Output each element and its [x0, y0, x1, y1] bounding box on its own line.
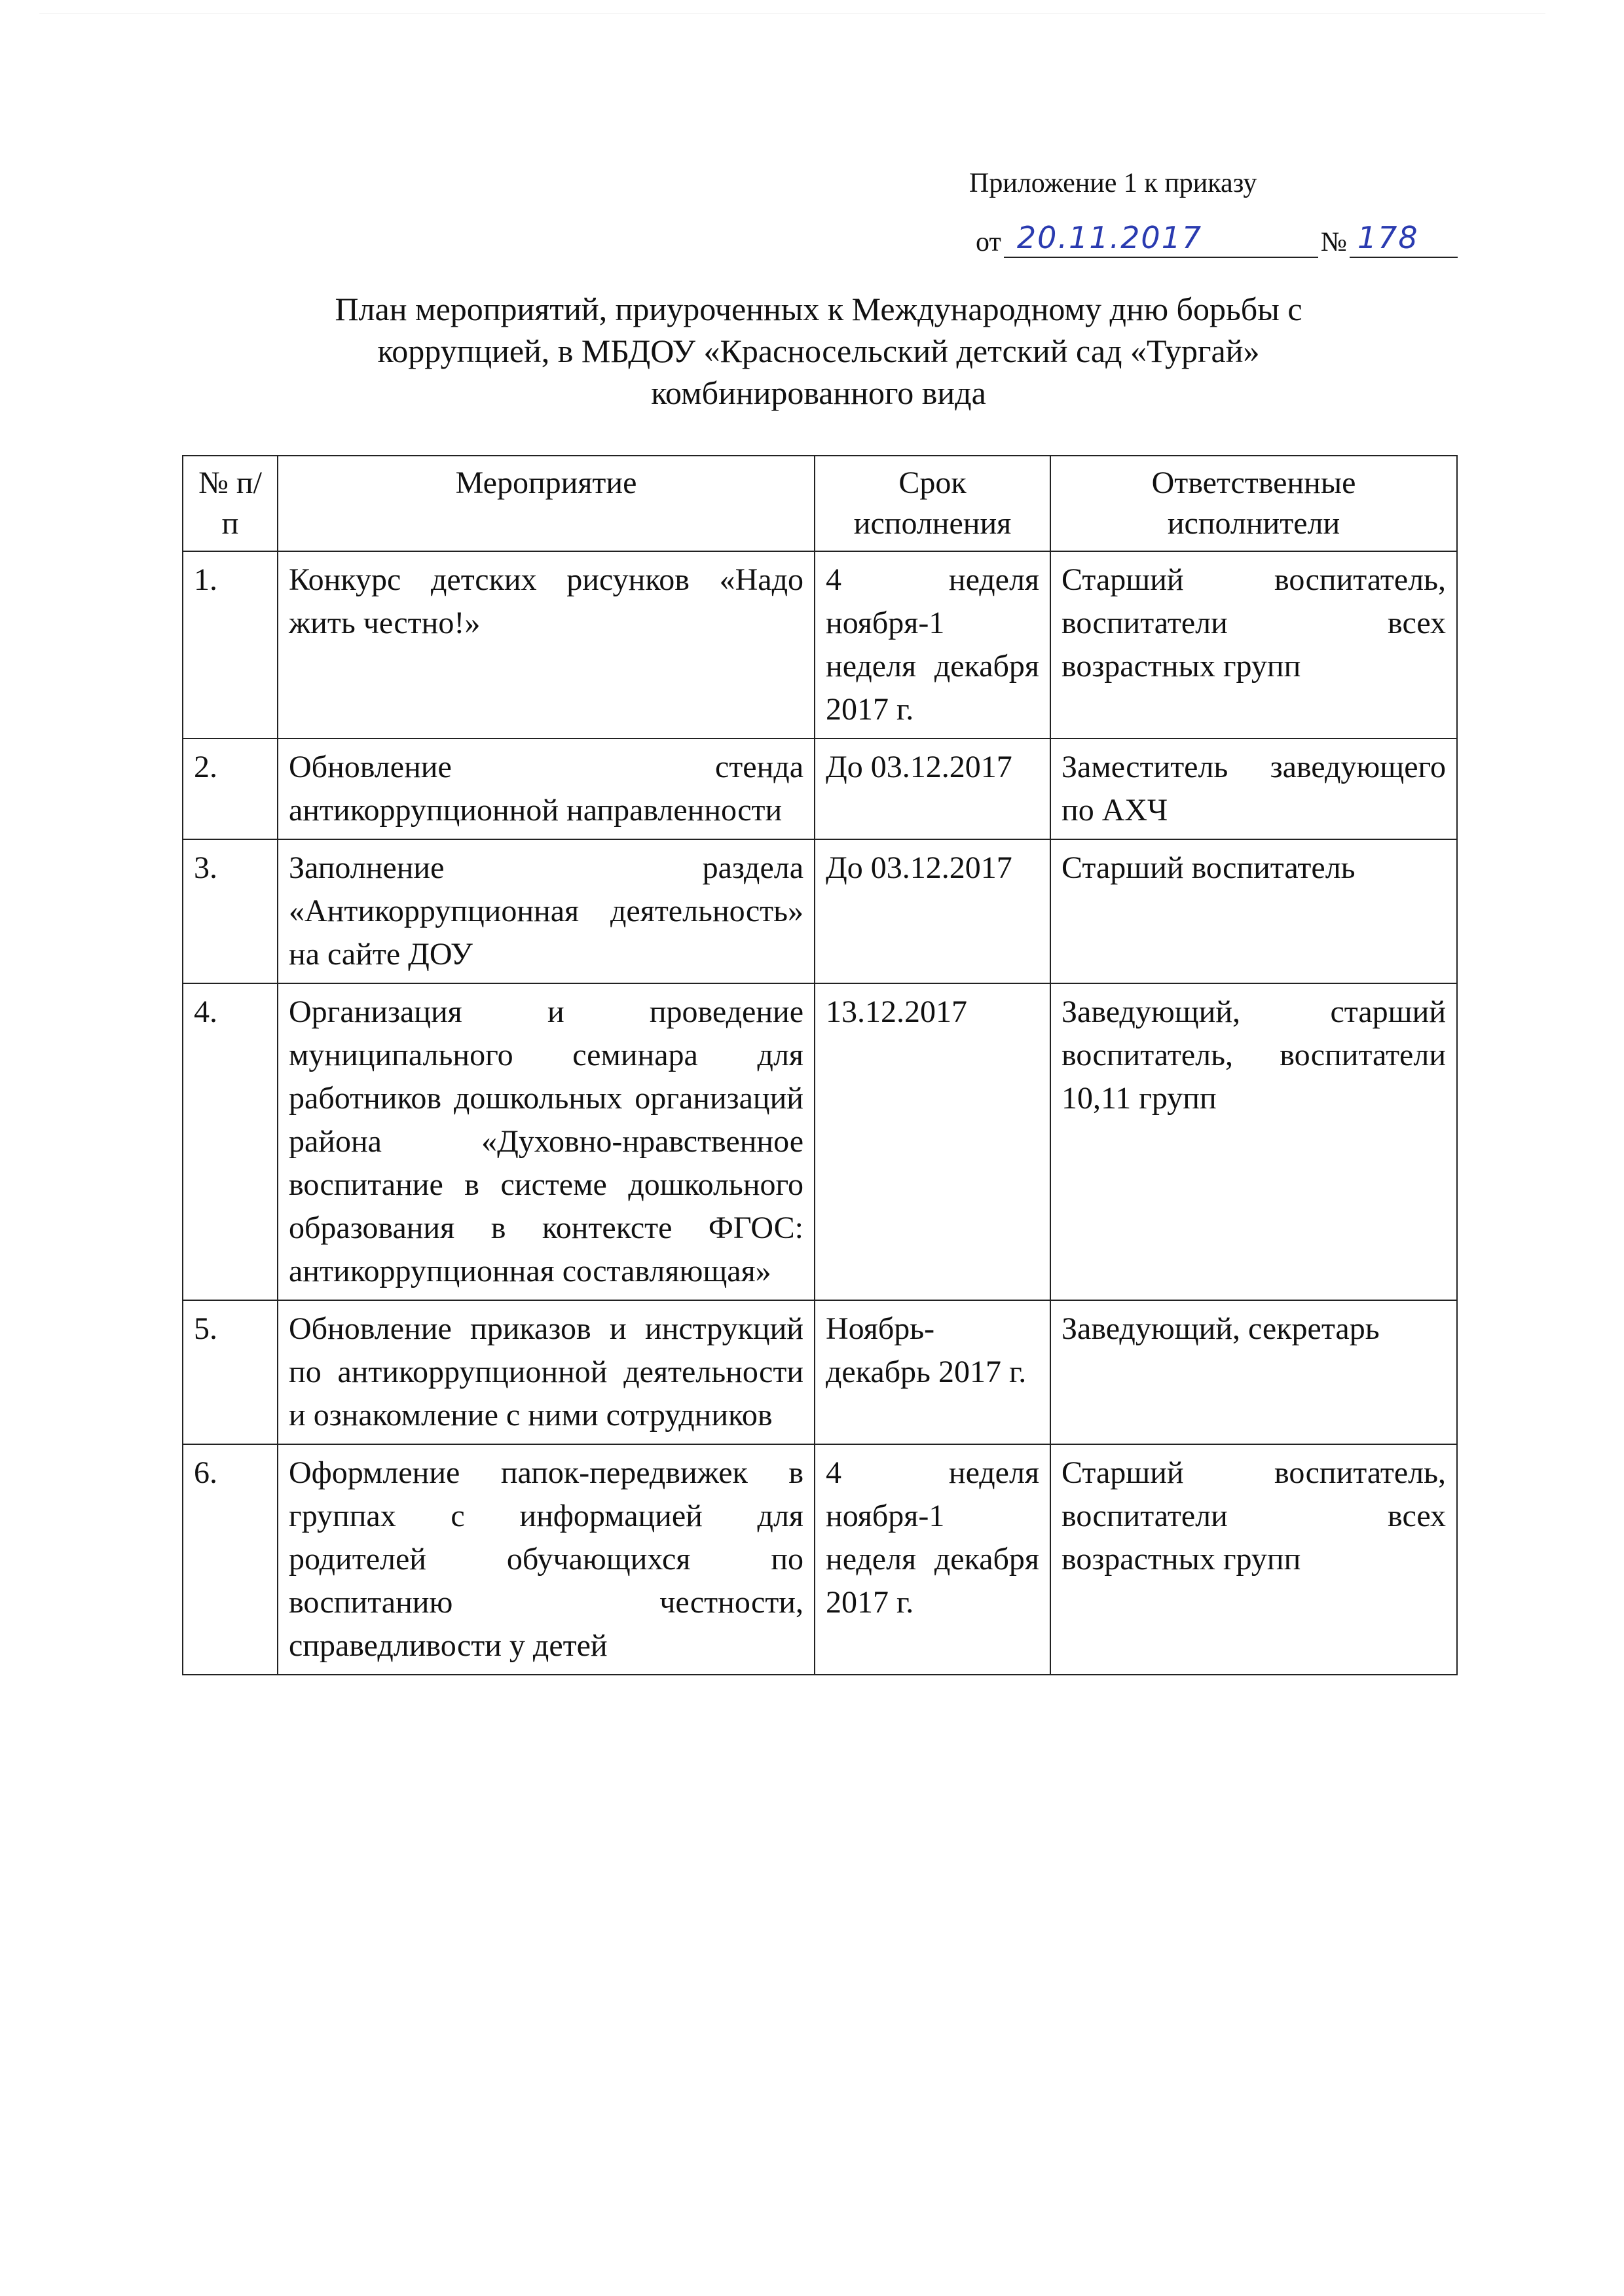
- number-field: [1350, 220, 1458, 258]
- row-responsible: Старший воспитатель: [1050, 839, 1457, 983]
- date-field: [1004, 220, 1318, 258]
- table-row: [183, 839, 1457, 983]
- table-row: [183, 551, 1457, 738]
- header-responsible: Ответственные исполнители: [1050, 456, 1457, 551]
- row-number: 6.: [183, 1444, 278, 1675]
- row-number: 1.: [183, 551, 278, 738]
- table-header-row: [183, 456, 1457, 551]
- table-row: [183, 1444, 1457, 1675]
- row-event: Конкурс детских рисунков «Надо жить честно!»: [278, 551, 815, 738]
- row-event: Обновление приказов и инструкций по антикоррупционной деятельности и ознакомление с ними сотрудников: [278, 1300, 815, 1444]
- row-event: Заполнение раздела «Антикоррупционная деятельность» на сайте ДОУ: [278, 839, 815, 983]
- header-num: № п/п: [183, 456, 278, 551]
- date-prefix: от: [976, 227, 1001, 257]
- row-number: 4.: [183, 983, 278, 1300]
- number-prefix: №: [1320, 227, 1347, 257]
- page-title: [196, 288, 1441, 414]
- row-term: 4 неделя ноября-1 неделя декабря 2017 г.: [815, 1444, 1050, 1675]
- title-line-1: План мероприятий, приуроченных к Международному дню борьбы с: [335, 291, 1302, 327]
- table-row: [183, 738, 1457, 839]
- row-event: Организация и проведение муниципального семинара для работников дошкольных организаций района «Духовно-нравственное воспитание в системе дошкольного образования в контексте ФГОС: антикоррупционная составляющая»: [278, 983, 815, 1300]
- row-number: 5.: [183, 1300, 278, 1444]
- row-term: 4 неделя ноября-1 неделя декабря 2017 г.: [815, 551, 1050, 738]
- row-term: До 03.12.2017: [815, 839, 1050, 983]
- row-responsible: Заведующий, секретарь: [1050, 1300, 1457, 1444]
- row-term: Ноябрь-декабрь 2017 г.: [815, 1300, 1050, 1444]
- row-responsible: Старший воспитатель, воспитатели всех возрастных групп: [1050, 551, 1457, 738]
- row-responsible: Старший воспитатель, воспитатели всех возрастных групп: [1050, 1444, 1457, 1675]
- order-reference: [976, 220, 1460, 258]
- table-row: [183, 1300, 1457, 1444]
- appendix-label: Приложение 1 к приказу: [969, 168, 1257, 198]
- row-event: Оформление папок-передвижек в группах с информацией для родителей обучающихся по воспитанию честности, справедливости у детей: [278, 1444, 815, 1675]
- row-term: 13.12.2017: [815, 983, 1050, 1300]
- handwritten-number: 178: [1357, 220, 1419, 255]
- table-row: [183, 983, 1457, 1300]
- row-event: Обновление стенда антикоррупционной направленности: [278, 738, 815, 839]
- handwritten-date: 20.11.2017: [1016, 220, 1203, 255]
- plan-table: [182, 455, 1458, 1675]
- header-event: Мероприятие: [278, 456, 815, 551]
- title-line-3: комбинированного вида: [651, 374, 986, 411]
- row-number: 3.: [183, 839, 278, 983]
- row-number: 2.: [183, 738, 278, 839]
- row-responsible: Заведующий, старший воспитатель, воспитатели 10,11 групп: [1050, 983, 1457, 1300]
- header-term: Срок исполнения: [815, 456, 1050, 551]
- row-term: До 03.12.2017: [815, 738, 1050, 839]
- row-responsible: Заместитель заведующего по АХЧ: [1050, 738, 1457, 839]
- title-line-2: коррупцией, в МБДОУ «Красносельский детский сад «Тургай»: [377, 333, 1260, 369]
